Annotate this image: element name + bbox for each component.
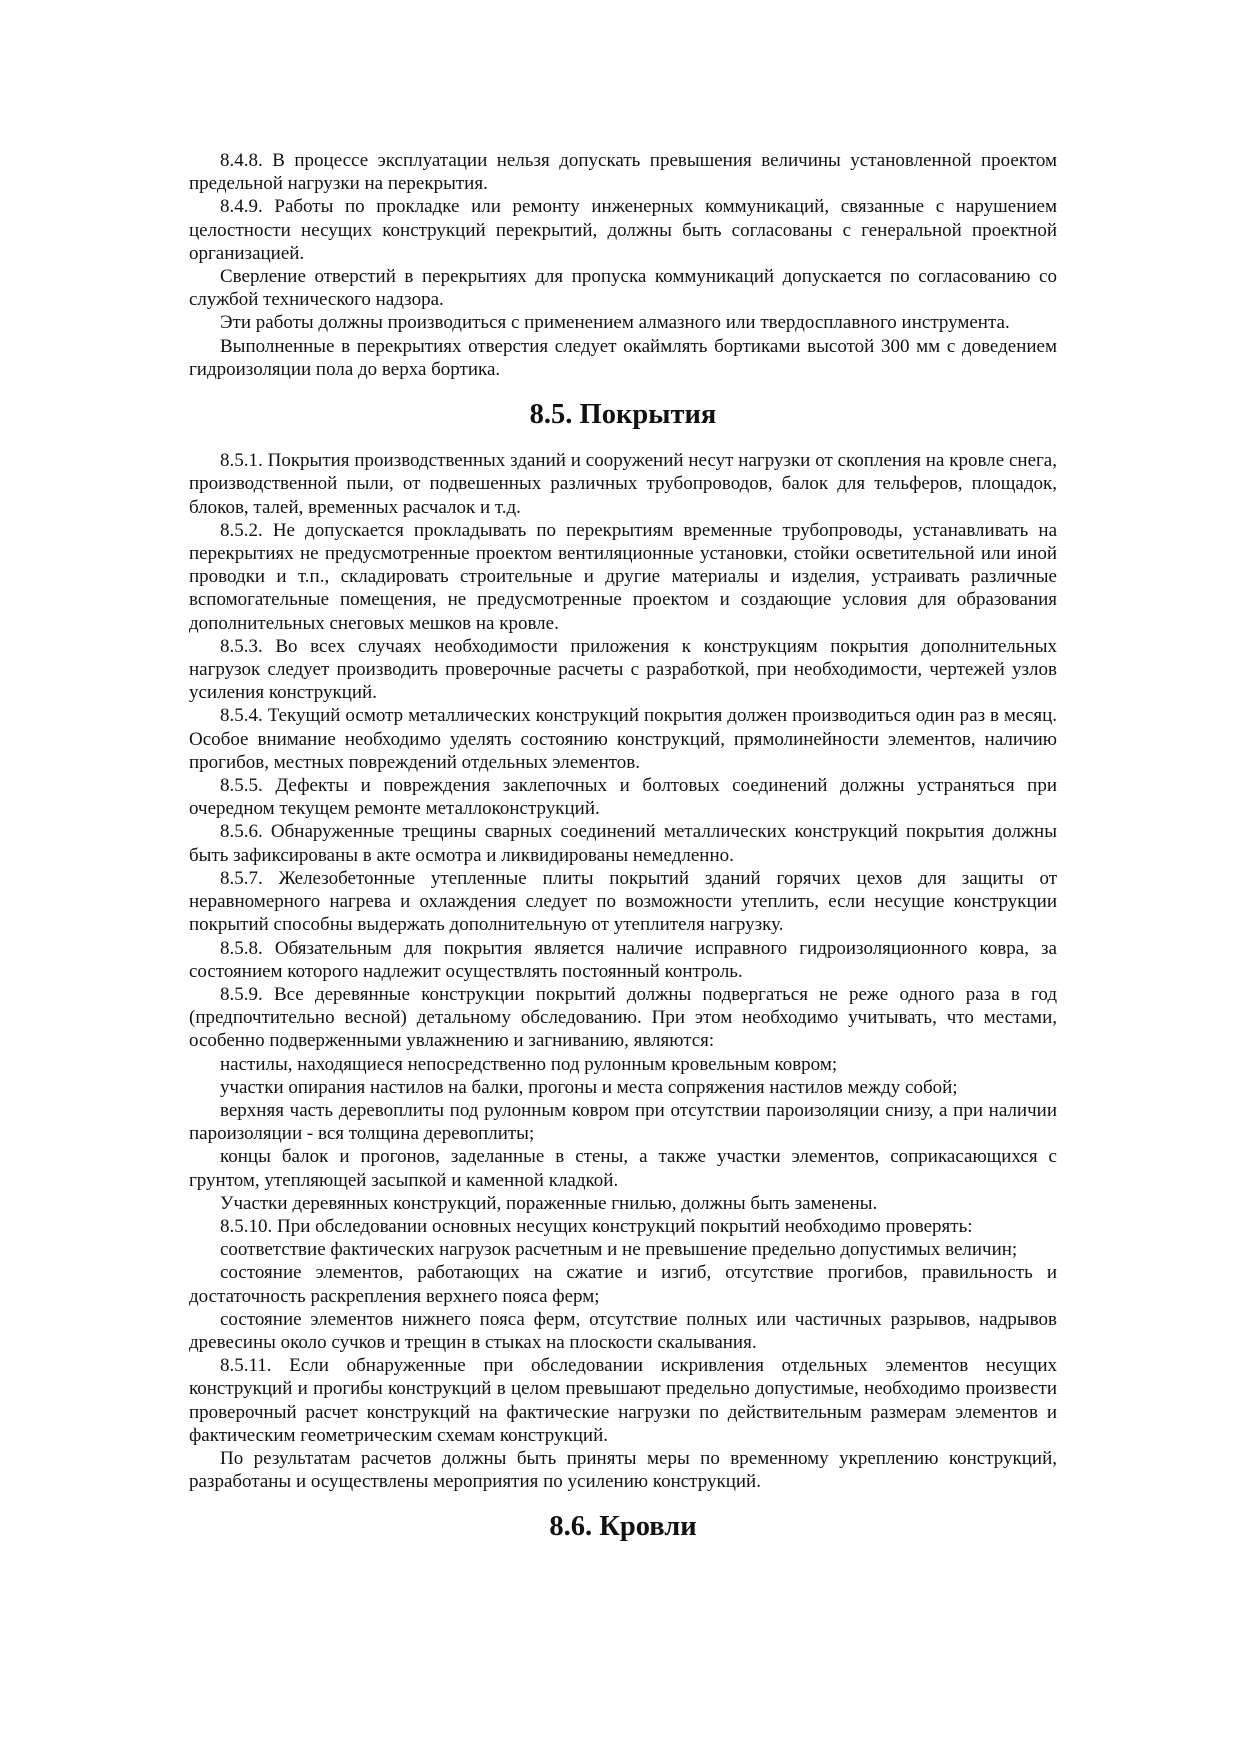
paragraph-8-5-8: 8.5.8. Обязательным для покрытия является наличие исправного гидроизоляционного ковра, за состоянием которого надлежит осуществлять постоянный контроль. [189,937,1057,982]
paragraph-8-5-7: 8.5.7. Железобетонные утепленные плиты покрытий зданий горячих цехов для защиты от неравномерного нагрева и охлаждения следует по возможности утеплить, если несущие конструкции покрытий способны выдержать дополнительную от утеплителя нагрузку. [189,867,1057,936]
paragraph-8-5-3: 8.5.3. Во всех случаях необходимости приложения к конструкциям покрытия дополнительных нагрузок следует производить проверочные расчеты с разработкой, при необходимости, чертежей узлов усиления конструкций. [189,635,1057,704]
section-8-5-body [189,449,1057,1493]
paragraph-8-5-5: 8.5.5. Дефекты и повреждения заклепочных и болтовых соединений должны устраняться при очередном текущем ремонте металлоконструкций. [189,775,1057,820]
list-item-wood-slab: верхняя часть деревоплиты под рулонным ковром при отсутствии пароизоляции снизу, а при наличии пароизоляции - вся толщина деревоплиты; [189,1099,1057,1145]
paragraph-8-5-4: 8.5.4. Текущий осмотр металлических конструкций покрытия должен производиться один раз в месяц. Особое внимание необходимо уделять состоянию конструкций, прямолинейности элементов, наличию прогибов, местных повреждений отдельных элементов. [189,705,1057,773]
list-item-decking: настилы, находящиеся непосредственно под рулонным кровельным ковром; [220,1053,838,1075]
section-8-4-tail [189,149,1057,381]
paragraph-measures: По результатам расчетов должны быть приняты меры по временному укреплению конструкций, разработаны и осуществлены мероприятия по усилению конструкций. [189,1447,1057,1493]
paragraph-8-5-6: 8.5.6. Обнаруженные трещины сварных соединений металлических конструкций покрытия должны быть зафиксированы в акте осмотра и ликвидированы немедленно. [189,821,1057,866]
paragraph-8-5-9: 8.5.9. Все деревянные конструкции покрытий должны подвергаться не реже одного раза в год (предпочтительно весной) детальному обследованию. При этом необходимо учитывать, что местами, особенно подверженными увлажнению и загниванию, являются: [189,983,1057,1052]
paragraph-8-5-2: 8.5.2. Не допускается прокладывать по перекрытиям временные трубопроводы, устанавливать на перекрытиях не предусмотренные проектом вентиляционные установки, стойки осветительной или иной проводки и т.п., складировать строительные и другие материалы и изделия, устраивать различные вспомогательные помещения, не предусмотренные проектом и создающие условия для образования дополнительных снеговых мешков на кровле. [189,519,1057,634]
list-item-support-areas: участки опирания настилов на балки, прогоны и места сопряжения настилов между собой; [220,1076,958,1098]
paragraph-8-5-11: 8.5.11. Если обнаруженные при обследовании искривления отдельных элементов несущих конструкций и прогибы конструкций в целом превышают предельно допустимые, необходимо произвести проверочный расчет конструкций на фактические нагрузки по действительным размерам элементов и фактическим геометрическим схемам конструкций. [189,1355,1057,1446]
paragraph-drilling: Сверление отверстий в перекрытиях для пропуска коммуникаций допускается по согласованию со службой технического надзора. [189,266,1057,311]
paragraph-8-4-8: 8.4.8. В процессе эксплуатации нельзя допускать превышения величины установленной проектом предельной нагрузки на перекрытия. [189,150,1057,195]
list-item-compression: состояние элементов, работающих на сжатие и изгиб, отсутствие прогибов, правильность и достаточность раскрепления верхнего пояса ферм; [189,1262,1057,1307]
paragraph-openings: Выполненные в перекрытиях отверстия следует окаймлять бортиками высотой 300 мм с доведением гидроизоляции пола до верха бортика. [189,335,1057,380]
section-heading-8-5: 8.5. Покрытия [529,399,717,431]
list-item-loads: соответствие фактических нагрузок расчетным и не превышение предельно допустимых величин; [220,1239,1018,1261]
paragraph-8-5-10: 8.5.10. При обследовании основных несущих конструкций покрытий необходимо проверять: [220,1215,973,1237]
paragraph-8-4-9: 8.4.9. Работы по прокладке или ремонту инженерных коммуникаций, связанные с нарушением целостности несущих конструкций перекрытий, должны быть согласованы с генеральной проектной организацией. [189,196,1057,264]
paragraph-rot-replacement: Участки деревянных конструкций, пораженные гнилью, должны быть заменены. [220,1192,878,1214]
paragraph-8-5-1: 8.5.1. Покрытия производственных зданий и сооружений несут нагрузки от скопления на кровле снега, производственной пыли, от подвешенных различных трубопроводов, балок для тельферов, площадок, блоков, талей, временных расчалок и т.д. [189,450,1057,518]
document-page [189,149,1057,1543]
list-item-beam-ends: концы балок и прогонов, заделанные в стены, а также участки элементов, соприкасающихся с грунтом, утепляющей засыпкой и каменной кладкой. [189,1146,1057,1191]
section-heading-8-6: 8.6. Кровли [549,1511,697,1543]
list-item-lower-chord: состояние элементов нижнего пояса ферм, отсутствие полных или частичных разрывов, надрывов древесины около сучков и трещин в стыках на плоскости скалывания. [189,1308,1057,1353]
paragraph-tools: Эти работы должны производиться с применением алмазного или твердосплавного инструмента. [220,312,1010,334]
